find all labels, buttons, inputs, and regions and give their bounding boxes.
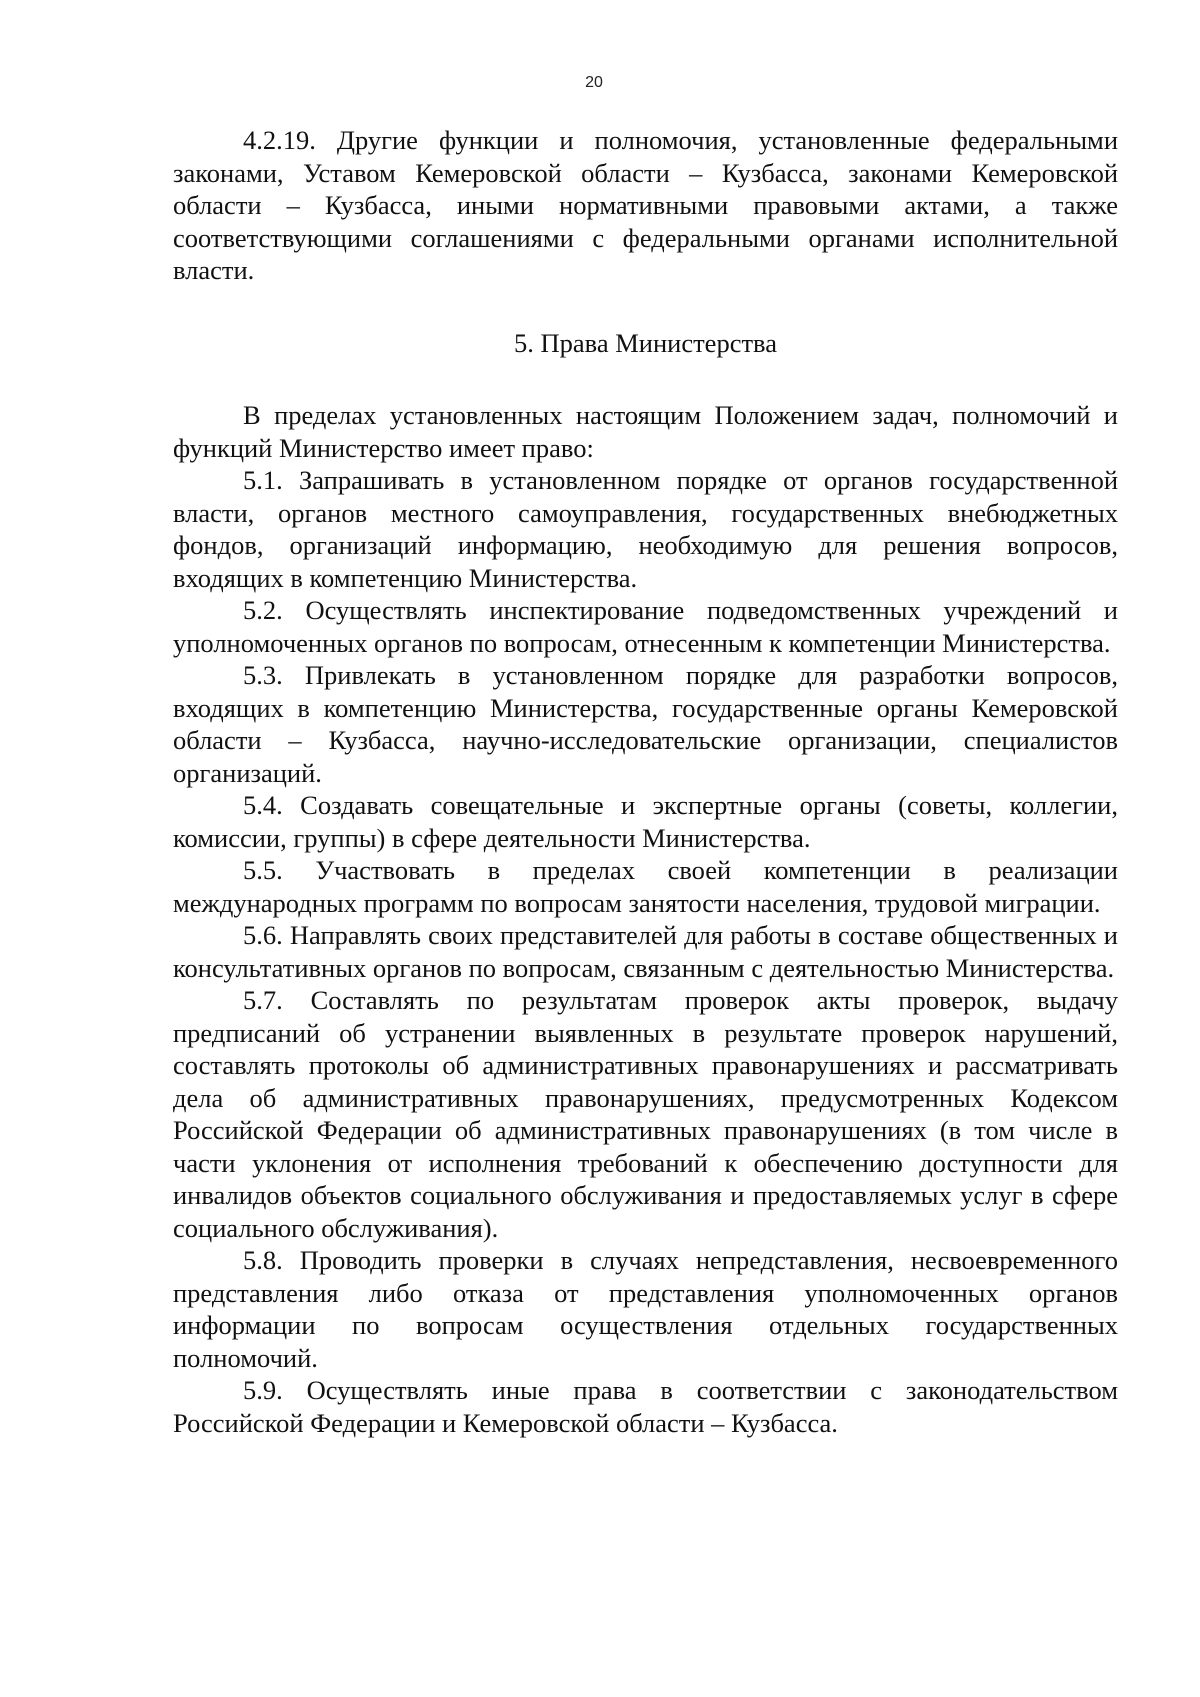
section-heading: 5. Права Министерства [514, 327, 777, 358]
document-body [173, 124, 1118, 1439]
paragraph-4-2-19: 4.2.19. Другие функции и полномочия, установленные федеральными законами, Уставом Кемеровской области – Кузбасса, законами Кемеровской области – Кузбасса, иными нормативными правовыми актами, а также соответствующими соглашениями с федеральными органами исполнительной власти. [173, 125, 1118, 285]
paragraph-5-2: 5.2. Осуществлять инспектирование подведомственных учреждений и уполномоченных органов по вопросам, отнесенным к компетенции Министерства. [173, 595, 1118, 658]
paragraph-5-6: 5.6. Направлять своих представителей для работы в составе общественных и консультативных органов по вопросам, связанным с деятельностью Министерства. [173, 920, 1118, 983]
page-number: 20 [585, 74, 603, 91]
section-lead-paragraph: В пределах установленных настоящим Положением задач, полномочий и функций Министерство имеет право: [173, 400, 1118, 463]
paragraph-5-1: 5.1. Запрашивать в установленном порядке от органов государственной власти, органов местного самоуправления, государственных внебюджетных фондов, организаций информацию, необходимую для решения вопросов, входящих в компетенцию Министерства. [173, 465, 1118, 593]
paragraph-5-8: 5.8. Проводить проверки в случаях непредставления, несвоевременного представления либо отказа от представления уполномоченных органов информации по вопросам осуществления отдельных государственных полномочий. [173, 1245, 1118, 1373]
paragraph-5-7: 5.7. Составлять по результатам проверок акты проверок, выдачу предписаний об устранении выявленных в результате проверок нарушений, составлять протоколы об административных правонарушениях и рассматривать дела об административных правонарушениях, предусмотренных Кодексом Российской Федерации об административных правонарушениях (в том числе в части уклонения от исполнения требований к обеспечению доступности для инвалидов объектов социального обслуживания и предоставляемых услуг в сфере социального обслуживания). [173, 985, 1118, 1243]
paragraph-5-3: 5.3. Привлекать в установленном порядке для разработки вопросов, входящих в компетенцию Министерства, государственные органы Кемеровской области – Кузбасса, научно-исследовательские организации, специалистов организаций. [173, 660, 1118, 788]
paragraph-5-4: 5.4. Создавать совещательные и экспертные органы (советы, коллегии, комиссии, группы) в сфере деятельности Министерства. [173, 790, 1118, 853]
paragraph-5-5: 5.5. Участвовать в пределах своей компетенции в реализации международных программ по вопросам занятости населения, трудовой миграции. [173, 855, 1118, 918]
paragraph-5-9: 5.9. Осуществлять иные права в соответствии с законодательством Российской Федерации и Кемеровской области – Кузбасса. [173, 1375, 1118, 1438]
